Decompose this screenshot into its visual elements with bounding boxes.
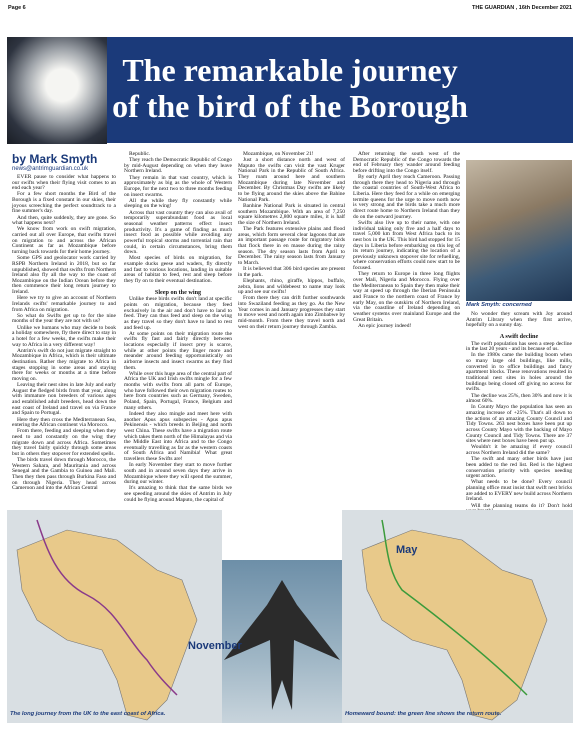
label-may: May <box>396 544 418 556</box>
paragraph: An epic journey indeed! <box>358 322 412 329</box>
paragraph: And then, quite suddenly, they are gone. So what happens next? <box>12 214 116 227</box>
paragraph: From there, feeding and sleeping when they need to and constantly on the wing they migrate down and across Africa. Sometimes they travel fairly quickly through some areas but in others they stopover for extended spells. <box>12 428 116 457</box>
paragraph: All the while they fly constantly while sleeping on the wing! <box>124 197 232 210</box>
paragraph: Just a short distance north and west of Maputo the swifts can visit the vast Kruger National Park in the Republic of South Africa. They roam around here and southern Mozambique during late November and December. By Christmas Day swifts are likely to be flying around the skies above the Bahine National Park. <box>238 157 345 203</box>
paragraph: In early November they start to move further south and in around seven days they arrive in Mozambique where they will spend the summer, during our winter. <box>124 462 232 486</box>
paragraph: At some points on their migration route the swifts fly fast and fairly directly between locations especially if insect prey is scarce, while at other points they linger more and meander around feeding opportunistically on airborne insects and insect swarms as they find them. <box>124 330 232 371</box>
paragraph: Some GPS and geolocator work carried by RSPB Northern Ireland in 2018, but so far unpublished, showed that swifts from Northern Ireland also fly all the way to the coast of Mozambique on the Indian Ocean before they then commence their long return journey to Ireland. <box>12 255 116 296</box>
byline: by Mark Smyth <box>12 152 98 166</box>
column-4 <box>466 312 572 508</box>
column-3 <box>238 152 460 507</box>
label-november: November <box>188 640 242 652</box>
paragraph: By early April they reach Cameroon. Passing through there they head to Nigeria and through the coastal countries of South-West Africa to Liberia. Here they feed for a while on emerging termite queens for the urge to move north now is very strong and the birds take a much more direct route home to Northern Ireland than they do on the outward journey. <box>353 174 460 220</box>
paragraph: The birds travel down through Morocco, the Western Sahara, and Mauritania and across Senegal and the Gambia to Guinea and Mali. Then they then pass through Burkina Faso and on through Nigeria. They head across Cameroon and into the African Central <box>12 457 116 492</box>
paragraph: In the 1980s came the building boom when so many large old buildings, like mills, converted in to office buildings and fancy apartment blocks. These renovations resulted in traditional nest sites in holes around the buildings being closed off giving no access for swifts. <box>466 352 572 393</box>
paragraph: Indeed they also mingle and meet here with another Apus apus subspecies - Apus apus Pekinensis - which breeds in Beijing and north west China. These swifts have a migration route which takes them north of the Himalayas and via the Middle East into Africa and to the Congo eventually travelling as far as the western coasts of South Africa and Namibia! What great travellers these Swifts are! <box>124 410 232 463</box>
map-return <box>342 510 573 723</box>
paragraph: Most species of birds on migration, for example ducks geese and waders, fly directly and fast to various locations, landing in suitable areas of habitat to feed, rest and sleep before they fly on to their eventual destination. <box>124 255 232 284</box>
paragraph: While over this huge area of the central part of Africa the UK and Irish swifts mingle for a few months with swifts from all parts of Europe, who have followed their own migration routes to here from countries such as Germany, Sweden, Poland, Spain, Portugal, France, Belgium and many others. <box>124 370 232 411</box>
paragraph: So what do Swifts get up to for the nine months of the year they are not with us? <box>12 312 116 325</box>
paragraph: Mozambique, on November 21! <box>243 151 314 157</box>
paragraph: The decline was 25%, then 30% and now it is almost 60%. <box>466 392 572 405</box>
paragraph: Unlike these birds swifts don't land at specific points on migration, because they feed exclusively in the air and don't have to land to feed. They can thus feed and sleep on the wing as they travel so they don't have to land to rest and feed up. <box>124 296 232 331</box>
author-email[interactable]: news@antrimguardian.co.uk <box>12 166 89 172</box>
subhead-sleep: Sleep on the wing <box>154 288 202 296</box>
paragraph: The swift and many other birds have just been added to the red list. Red is the highest conservation priority with species needing urgent action. <box>466 456 572 480</box>
paragraph: They remain in that vast country, which is approximately as big as the whole of Western Europe, for the next two to three months feeding on insect swarms. <box>124 174 232 198</box>
paragraph: Antrim's swift do not just migrate straight to Mozambique in Africa, which is their ultimate destination. Rather they migrate to Africa in stages stopping in some areas and staying there for weeks or months at a time before moving on. <box>12 347 116 382</box>
paragraph: It's amazing to think that the same birds we see speeding around the skies of Antrim in July could be flying around Maputo, the capital of <box>124 485 232 503</box>
paragraph: Across that vast country they can also avail of temporarily superabundant food as local seasonal weather patterns effect insect productivity. It's a game of finding as much insect food as possible while avoiding any powerful tropical storms and torrential rain that could, in certain circumstances, bring them down. <box>124 209 232 256</box>
column-1 <box>12 152 116 507</box>
paragraph: What needs to be done? Every council planning office must insist that swift nest bricks are added to EVERY new build across Northern Ireland. <box>466 479 572 503</box>
paragraph: Swifts also live up to their name, with one individual taking only five and a half days to travel 5,000 km from West Africa back to its nest box in the UK. This bird had stopped for 15 days in Liberia before embarking on this leg of its return journey, indicating the location of a previously unknown stopover site for refuelling, where conservation efforts could now start to be focused. <box>353 219 460 272</box>
paragraph: Unlike we humans who may decide to book a holiday somewhere, fly there direct to stay in a hotel for a few weeks, the swifts make their way to Africa in a very different way! <box>12 324 116 348</box>
page-header <box>8 3 572 13</box>
map-caption-left: The long journey from the UK to the east coast of Africa. <box>10 711 166 717</box>
paragraph: It is believed that 306 bird species are present in the park. <box>238 266 345 278</box>
column-2 <box>124 152 232 507</box>
subhead-decline: A swift decline <box>499 332 539 340</box>
paragraph: Here we try to give an account of Northern Irelands swifts' remarkable journey to and from Africa on migration. <box>12 295 116 313</box>
africa-outline <box>7 510 222 723</box>
headline: The remarkable journey of the bird of the Borough <box>112 52 468 124</box>
paragraph: Leaving their nest sites in late July and early August the fledged birds from that year, along with immature non breeders of various ages and established adult breeders, head down the east coast of Ireland and travel on via France and Spain to Portugal. <box>12 382 116 417</box>
africa-outline-return <box>342 510 573 723</box>
paragraph: They reach the Democratic Republic of Congo by mid-August depending on when they leave Northern Ireland. <box>124 157 232 175</box>
paper-date: THE GUARDIAN , 16th December 2021 <box>472 5 572 11</box>
paragraph: After returning the south west of the Democratic Republic of the Congo towards the end of February they wander around feeding before drifting into the Congo itself. <box>353 151 460 174</box>
paragraph: Wouldn't it be amazing if every council across Northern Ireland did the same? <box>466 444 572 457</box>
paragraph: EVER pause to consider what happens to our swifts when their flying visit comes to an end each year? <box>12 174 116 192</box>
photo-caption: Mark Smyth: concerned <box>466 302 532 308</box>
page-number: Page 6 <box>8 5 26 11</box>
paragraph: Will the planning teams do it? Don't hold <box>471 502 572 509</box>
paragraph: The swift population has seen a steep decline in the last 20 years - and its because of us. <box>466 340 572 353</box>
paragraph: Here they then cross the Mediterranean Sea, entering the African continent via Morocco. <box>12 416 116 429</box>
paragraph: In County Mayo the population has seen an amazing increase of +25%. That's all down to the actions of an amazing County Council and Tidy Towns. 263 nest boxes have been put up across County Mayo with the backing of Mayo County Council and Tidy Towns. There are 37 sites where nest boxes have been put up. <box>466 404 572 445</box>
mark-smyth-photo <box>466 160 572 301</box>
paragraph: We know from work on swift migration, carried out all over Europe, that swifts travel on migration to and across the African Continent as far as Mozambique before turning back towards for their home journey. <box>12 226 116 256</box>
swift-head-photo <box>7 37 107 144</box>
map-outward <box>7 510 222 723</box>
paragraph: Republic. <box>129 151 151 157</box>
paragraph: Elephants, rhino, giraffe, hippos, buffalo, zebra, lions and wildebeest to name may look up and see our swifts! <box>238 277 345 296</box>
paragraph: They return to Europe in three long flights over Mali, Nigeria and Morocco. Flying over the Mediterranean to Spain they then make their way at speed up through the Iberian Peninsula and France to the northern coast of France by early May, on the outskirts of Northern Ireland, via the coastline of Ireland depending on weather systems over mainland Europe and the Great Britain. <box>353 271 460 323</box>
paragraph: The Park features extensive plains and flood areas, which form several clear lagoons that are an important passage route for migratory birds that flock there in en masse during the rainy season. The dry season lasts from April to December. The rainy season lasts from January to March. <box>238 226 345 266</box>
paragraph: No wonder they scream with Joy around Antrim Library when they first arrive, hopefully on a sunny day. <box>466 311 572 329</box>
paragraph: From there they can drift further southwards into Swaziland feeding as they go. As the New Year comes in and January progresses they start to move west and north again into Zimbabwe by mid-month. From there they travel north and west on their return journey through Zambia. <box>238 295 345 330</box>
paragraph: For a few short months the Bird of the Borough is a fixed constant in our skies, their joyous screeching the perfect soundtrack to a fine summer's day. <box>12 191 116 215</box>
paragraph: Banhine National Park is situated in central southern Mozambique. With an area of 7,250 square kilometres 2,800 square miles, it is half the size of Northern Ireland. <box>238 202 345 226</box>
map-caption-right: Homeward bound: the green line shows the return route. <box>345 711 502 717</box>
